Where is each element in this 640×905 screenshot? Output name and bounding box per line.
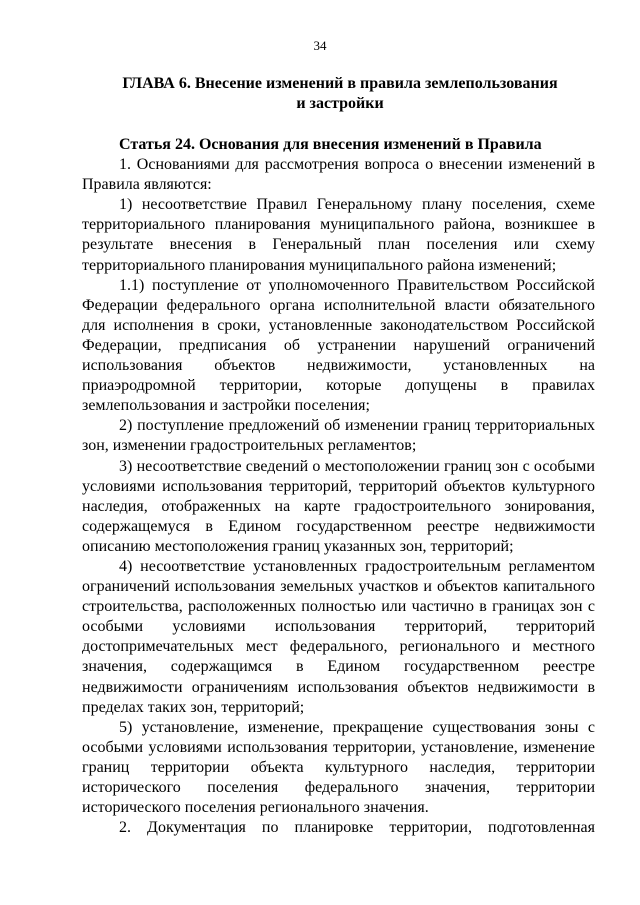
paragraph-item-3: 3) несоответствие сведений о местоположении границ зон с особыми условиями использования территорий, территорий объектов культурного наследия, отображенных на карте градостроительного зонирования, содержащемуся в Едином государственном реестре недвижимости описанию местоположения границ указанных зон, территорий; xyxy=(82,457,595,555)
paragraph-grounds-intro: 1. Основаниями для рассмотрения вопроса о внесении изменений в Правила являются: xyxy=(82,156,595,194)
chapter-heading-line-2: и застройки xyxy=(296,95,384,112)
chapter-heading xyxy=(80,74,600,114)
paragraph-documentation: 2. Документация по планировке территории, подготовленная xyxy=(119,819,595,837)
paragraph-item-4: 4) несоответствие установленных градостроительным регламентом ограничений использования земельных участков и объектов капитального строительства, расположенных полностью или частично в границах зон с особыми условиями использования территорий, территорий достопримечательных мест федерального, регионального и местного значения, содержащимся в Едином государственном реестре недвижимости ограничениям использования объектов недвижимости в пределах таких зон, территорий; xyxy=(82,557,595,716)
paragraph-item-1-1: 1.1) поступление от уполномоченного Правительством Российской Федерации федерального органа исполнительной власти обязательного для исполнения в сроки, установленные законодательством Российской Федерации, предписания об устранении нарушений ограничений использования объектов недвижимости, установленных на приаэродромной территории, которые допущены в правилах землепользования и застройки поселения; xyxy=(82,276,595,415)
paragraph-item-1: 1) несоответствие Правил Генеральному плану поселения, схеме территориального планирования муниципального района, возникшее в результате внесения в Генеральный план поселения или схему территориального планирования муниципального района изменений; xyxy=(82,196,595,274)
article-title: Статья 24. Основания для внесения изменений в Правила xyxy=(119,136,542,153)
article-body xyxy=(82,135,595,838)
chapter-heading-line-1: ГЛАВА 6. Внесение изменений в правила землепользования xyxy=(122,75,558,92)
page-number: 34 xyxy=(313,38,327,53)
paragraph-item-5: 5) установление, изменение, прекращение существования зоны с особыми условиями использования территории, установление, изменение границ территории объекта культурного наследия, территории исторического поселения федерального значения, территории исторического поселения регионального значения. xyxy=(82,718,595,817)
paragraph-item-2: 2) поступление предложений об изменении границ территориальных зон, изменении градостроительных регламентов; xyxy=(82,417,595,455)
